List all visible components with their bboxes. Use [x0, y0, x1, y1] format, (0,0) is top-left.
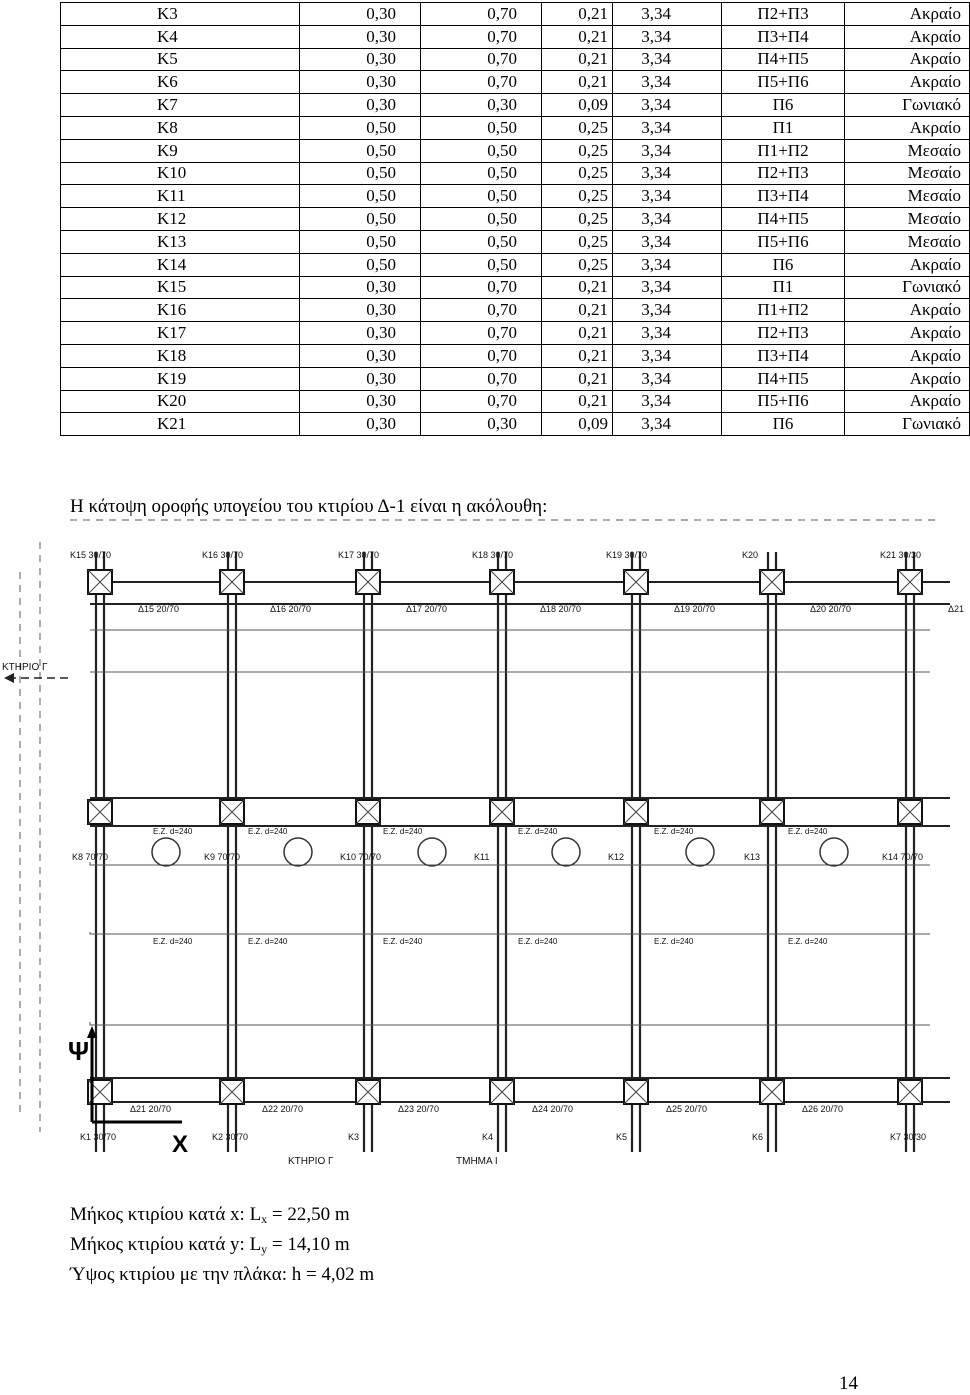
- section-label: ΤΜΗΜΑ Ι: [456, 1156, 498, 1167]
- table-row: [61, 25, 970, 48]
- table-cell: 0,25: [542, 253, 613, 276]
- table-cell: Π5+Π6: [722, 390, 845, 413]
- plan-label: Κ13: [744, 852, 761, 862]
- table-row: [61, 344, 970, 367]
- table-cell: 0,21: [542, 367, 613, 390]
- table-row: [61, 299, 970, 322]
- plan-label: Κ11: [474, 852, 490, 862]
- table-cell: 0,21: [542, 71, 613, 94]
- table-row: [61, 367, 970, 390]
- plan-label: Κ15 30/70: [70, 550, 112, 560]
- plan-label: Δ25 20/70: [666, 1104, 708, 1114]
- table-cell: Π1+Π2: [722, 299, 845, 322]
- table-cell: Π3+Π4: [722, 185, 845, 208]
- table-cell: 0,70: [421, 344, 542, 367]
- table-cell: 0,70: [421, 390, 542, 413]
- table-cell: Π6: [722, 413, 845, 436]
- table-cell: 3,34: [613, 139, 722, 162]
- table-row: [61, 390, 970, 413]
- plan-label: Κ3: [348, 1132, 360, 1142]
- table-cell: Π5+Π6: [722, 230, 845, 253]
- table-cell: Π2+Π3: [722, 322, 845, 345]
- table-cell: Γωνιακό: [845, 94, 970, 117]
- plan-labels: [70, 550, 964, 1142]
- table-cell: Π3+Π4: [722, 344, 845, 367]
- table-cell: Π6: [722, 253, 845, 276]
- table-row: [61, 139, 970, 162]
- table-cell: Ακραίο: [845, 322, 970, 345]
- table-cell: Κ12: [61, 208, 300, 231]
- table-cell: Ακραίο: [845, 3, 970, 26]
- table-cell: 3,34: [613, 116, 722, 139]
- plan-label: Δ17 20/70: [406, 604, 448, 614]
- slab-label: Ε.Ζ. d=240: [788, 827, 828, 836]
- table-cell: Ακραίο: [845, 48, 970, 71]
- left-building-label: ΚΤΗΡΙΟ Γ: [2, 662, 48, 673]
- slab-label: Ε.Ζ. d=240: [248, 827, 288, 836]
- plan-label: Κ19 30/70: [606, 550, 648, 560]
- length-x: Μήκος κτιρίου κατά x: $L_x = 22,50$ m: [70, 1204, 350, 1226]
- table-cell: 3,34: [613, 162, 722, 185]
- slab-label: Ε.Ζ. d=240: [518, 827, 558, 836]
- table-row: [61, 253, 970, 276]
- table-cell: Γωνιακό: [845, 413, 970, 436]
- table-cell: 0,30: [300, 322, 421, 345]
- table-cell: Π4+Π5: [722, 48, 845, 71]
- table-cell: 0,21: [542, 25, 613, 48]
- axis-y-label: Ψ: [68, 1036, 90, 1066]
- table-cell: 0,21: [542, 322, 613, 345]
- columns-table: [60, 2, 970, 436]
- table-cell: Κ9: [61, 139, 300, 162]
- table-cell: 0,30: [300, 390, 421, 413]
- table-cell: Ακραίο: [845, 25, 970, 48]
- table-cell: 3,34: [613, 276, 722, 299]
- table-cell: 3,34: [613, 344, 722, 367]
- table-cell: 3,34: [613, 25, 722, 48]
- plan-label: Κ2 30/70: [212, 1132, 249, 1142]
- table-cell: Μεσαίο: [845, 185, 970, 208]
- table-cell: Π3+Π4: [722, 25, 845, 48]
- table-cell: Γωνιακό: [845, 276, 970, 299]
- table-cell: Κ3: [61, 3, 300, 26]
- table-cell: 3,34: [613, 185, 722, 208]
- table-cell: 0,70: [421, 322, 542, 345]
- table-cell: Π5+Π6: [722, 71, 845, 94]
- plan-label: Δ15 20/70: [138, 604, 180, 614]
- table-cell: 0,30: [300, 344, 421, 367]
- table-cell: 0,30: [300, 276, 421, 299]
- table-cell: 0,50: [421, 162, 542, 185]
- table-cell: 0,50: [421, 185, 542, 208]
- table-cell: 0,50: [421, 253, 542, 276]
- table-cell: 0,50: [300, 230, 421, 253]
- plan-label: Δ21 20/70: [130, 1104, 172, 1114]
- table-cell: Μεσαίο: [845, 162, 970, 185]
- plan-label: Κ21 30/30: [880, 550, 922, 560]
- table-cell: 0,70: [421, 367, 542, 390]
- table-cell: Κ20: [61, 390, 300, 413]
- table-row: [61, 276, 970, 299]
- table-cell: Π2+Π3: [722, 162, 845, 185]
- table-row: [61, 94, 970, 117]
- table-cell: Π1+Π2: [722, 139, 845, 162]
- table-cell: 3,34: [613, 208, 722, 231]
- table-cell: 0,21: [542, 3, 613, 26]
- table-cell: 0,50: [300, 162, 421, 185]
- table-cell: 3,34: [613, 413, 722, 436]
- table-cell: Κ15: [61, 276, 300, 299]
- table-cell: 0,21: [542, 299, 613, 322]
- slab-label: Ε.Ζ. d=240: [153, 937, 193, 946]
- table-cell: 0,50: [300, 185, 421, 208]
- beam-lines: [90, 582, 950, 1102]
- table-cell: 0,21: [542, 48, 613, 71]
- table-cell: 0,21: [542, 390, 613, 413]
- columns-table-body: [61, 3, 970, 436]
- height: Ύψος κτιρίου με την πλάκα: h = 4,02 m: [70, 1264, 375, 1285]
- page-number: 14: [839, 1373, 858, 1394]
- table-cell: Κ7: [61, 94, 300, 117]
- table-cell: 0,70: [421, 3, 542, 26]
- table-cell: 3,34: [613, 367, 722, 390]
- left-building-arrow: [4, 673, 70, 683]
- plan-label: Κ9 70/70: [204, 852, 241, 862]
- table-cell: 0,09: [542, 413, 613, 436]
- table-cell: 3,34: [613, 94, 722, 117]
- table-cell: 0,30: [300, 299, 421, 322]
- slab-label: Ε.Ζ. d=240: [248, 937, 288, 946]
- table-cell: Ακραίο: [845, 299, 970, 322]
- table-cell: Π1: [722, 276, 845, 299]
- table-row: [61, 71, 970, 94]
- slab-label: Ε.Ζ. d=240: [654, 827, 694, 836]
- bottom-building-label: ΚΤΗΡΙΟ Γ: [288, 1156, 334, 1167]
- plan-label: Δ21: [948, 604, 965, 614]
- table-cell: 0,50: [300, 208, 421, 231]
- plan-label: Δ24 20/70: [532, 1104, 574, 1114]
- table-cell: 0,70: [421, 299, 542, 322]
- table-cell: Π4+Π5: [722, 367, 845, 390]
- table-row: [61, 3, 970, 26]
- slab-label: Ε.Ζ. d=240: [153, 827, 193, 836]
- table-cell: Ακραίο: [845, 344, 970, 367]
- plan-label: Κ18 30/70: [472, 550, 514, 560]
- table-cell: 0,70: [421, 276, 542, 299]
- table-cell: Κ6: [61, 71, 300, 94]
- table-cell: 0,30: [300, 3, 421, 26]
- slab-label: Ε.Ζ. d=240: [518, 937, 558, 946]
- table-cell: 3,34: [613, 390, 722, 413]
- plan-label: Κ14 70/70: [882, 852, 924, 862]
- slab-label: Ε.Ζ. d=240: [383, 827, 423, 836]
- floor-plan-drawing: [0, 512, 965, 1180]
- plan-label: Κ5: [616, 1132, 628, 1142]
- table-cell: 3,34: [613, 230, 722, 253]
- plan-label: Κ8 70/70: [72, 852, 109, 862]
- table-cell: 0,25: [542, 230, 613, 253]
- table-cell: Μεσαίο: [845, 139, 970, 162]
- table-cell: Ακραίο: [845, 71, 970, 94]
- table-cell: 3,34: [613, 299, 722, 322]
- table-row: [61, 322, 970, 345]
- table-cell: 0,21: [542, 276, 613, 299]
- table-cell: Κ17: [61, 322, 300, 345]
- table-cell: 0,30: [300, 71, 421, 94]
- table-cell: 0,30: [300, 367, 421, 390]
- table-cell: 3,34: [613, 253, 722, 276]
- table-cell: Π2+Π3: [722, 3, 845, 26]
- table-cell: 0,50: [300, 116, 421, 139]
- length-y: Μήκος κτιρίου κατά y: $L_y = 14,10$ m: [70, 1234, 350, 1256]
- table-row: [61, 48, 970, 71]
- table-cell: 0,25: [542, 139, 613, 162]
- table-cell: 0,30: [300, 413, 421, 436]
- table-cell: Π6: [722, 94, 845, 117]
- table-row: [61, 116, 970, 139]
- table-cell: Κ8: [61, 116, 300, 139]
- table-cell: 0,50: [421, 208, 542, 231]
- table-cell: 3,34: [613, 322, 722, 345]
- table-cell: Μεσαίο: [845, 230, 970, 253]
- table-cell: Ακραίο: [845, 367, 970, 390]
- table-cell: Κ13: [61, 230, 300, 253]
- table-cell: Κ4: [61, 25, 300, 48]
- plan-label: Κ1 30/70: [80, 1132, 117, 1142]
- table-cell: 0,70: [421, 25, 542, 48]
- slab-label: Ε.Ζ. d=240: [383, 937, 423, 946]
- plan-label: Κ12: [608, 852, 625, 862]
- floor-plan: [0, 512, 965, 1180]
- table-cell: 0,50: [300, 139, 421, 162]
- table-cell: 0,50: [421, 139, 542, 162]
- slab-label: Ε.Ζ. d=240: [788, 937, 828, 946]
- table-cell: 0,50: [421, 230, 542, 253]
- table-cell: Μεσαίο: [845, 208, 970, 231]
- axis-x-label: Χ: [172, 1131, 189, 1158]
- table-cell: 0,25: [542, 185, 613, 208]
- table-cell: 0,25: [542, 162, 613, 185]
- table-cell: Π1: [722, 116, 845, 139]
- plan-label: Δ23 20/70: [398, 1104, 440, 1114]
- table-cell: Κ14: [61, 253, 300, 276]
- table-cell: 0,25: [542, 116, 613, 139]
- table-cell: 0,70: [421, 71, 542, 94]
- table-cell: Π4+Π5: [722, 208, 845, 231]
- plan-label: Κ7 30/30: [890, 1132, 927, 1142]
- plan-label: Κ20: [742, 550, 759, 560]
- plan-caption: Η κάτοψη οροφής υπογείου του κτιρίου Δ-1 είναι η ακόλουθη:: [70, 496, 548, 517]
- plan-label: Δ18 20/70: [540, 604, 582, 614]
- plan-label: Δ20 20/70: [810, 604, 852, 614]
- plan-label: Δ16 20/70: [270, 604, 312, 614]
- table-cell: Κ10: [61, 162, 300, 185]
- plan-label: Κ6: [752, 1132, 764, 1142]
- table-cell: Κ11: [61, 185, 300, 208]
- table-cell: Κ21: [61, 413, 300, 436]
- table-cell: 3,34: [613, 71, 722, 94]
- table-cell: 0,09: [542, 94, 613, 117]
- table-cell: Κ16: [61, 299, 300, 322]
- table-cell: 0,50: [300, 253, 421, 276]
- table-cell: Κ5: [61, 48, 300, 71]
- table-row: [61, 162, 970, 185]
- plan-label: Κ17 30/70: [338, 550, 380, 560]
- slab-label: Ε.Ζ. d=240: [654, 937, 694, 946]
- table-cell: Ακραίο: [845, 253, 970, 276]
- table-row: [61, 230, 970, 253]
- table-cell: 3,34: [613, 48, 722, 71]
- building-dimensions: [70, 1202, 374, 1288]
- table-cell: 0,30: [421, 413, 542, 436]
- table-row: [61, 185, 970, 208]
- table-row: [61, 208, 970, 231]
- table-cell: Κ18: [61, 344, 300, 367]
- table-row: [61, 413, 970, 436]
- table-cell: 0,70: [421, 48, 542, 71]
- table-cell: Ακραίο: [845, 390, 970, 413]
- table-cell: 3,34: [613, 3, 722, 26]
- table-cell: 0,30: [300, 94, 421, 117]
- plan-label: Κ10 70/70: [340, 852, 382, 862]
- table-cell: 0,25: [542, 208, 613, 231]
- plan-label: Κ4: [482, 1132, 494, 1142]
- plan-label: Δ22 20/70: [262, 1104, 304, 1114]
- table-cell: 0,30: [300, 48, 421, 71]
- plan-label: Κ16 30/70: [202, 550, 244, 560]
- table-cell: Ακραίο: [845, 116, 970, 139]
- plan-label: Δ26 20/70: [802, 1104, 844, 1114]
- table-cell: 0,30: [421, 94, 542, 117]
- table-cell: 0,50: [421, 116, 542, 139]
- plan-label: Δ19 20/70: [674, 604, 716, 614]
- table-cell: Κ19: [61, 367, 300, 390]
- table-cell: 0,30: [300, 25, 421, 48]
- table-cell: 0,21: [542, 344, 613, 367]
